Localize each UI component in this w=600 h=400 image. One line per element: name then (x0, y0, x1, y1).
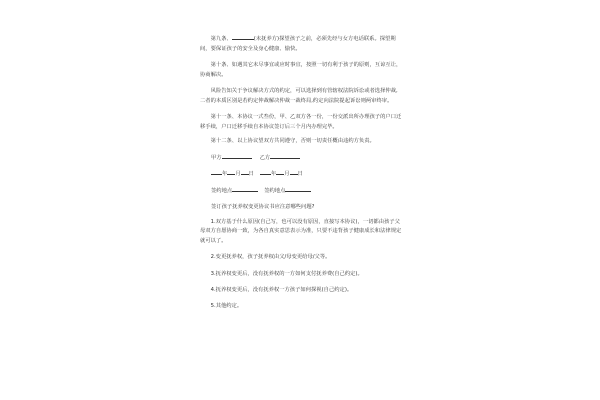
item-1: 1.双方基于什么原因(自己写，也可以没有原因，直接写本协议)，一切都由孩子父母双方自愿协商一致，为各自真实意思表示为准，只要不违背孩子健康成长和法律规定就可以了。 (200, 218, 402, 244)
location-b-label: 签约地点 (264, 187, 286, 194)
risk-notice: 风险告知关于争议解决方式的约定，可以选择到有管辖权法院诉讼或者选择仲裁,二者的本质区别是若约定仲裁解决仲裁一裁终局,约定向法院提起诉讼则两审终审。 (200, 87, 398, 104)
location-b-blank (285, 191, 311, 192)
signature-parties-row (200, 154, 402, 164)
document-body (200, 35, 402, 312)
clause-12: 第十二条、以上协议望双方共同遵守，否则一切责任概由违约方负责。 (210, 138, 375, 145)
item-4: 4.抚养权变更后，没有抚养权一方孩子如何探视(自己约定)。 (210, 287, 353, 294)
year-a-blank (211, 174, 222, 175)
location-a-label: 签约地点 (211, 187, 233, 194)
month-b-label: 月 (284, 171, 290, 178)
signature-location-row (200, 187, 402, 197)
item-5: 5.其他约定。 (210, 303, 243, 310)
clause-11: 第十一条、本协议一式叁份，甲、乙双方各一份，一份交派出所办理孩子的户口迁移手续，户口迁移手续自本协议签订后三个月内办理完毕。 (200, 113, 402, 130)
day-b-label: 日 (297, 171, 303, 178)
item-2: 2.变更抚养权，孩子抚养权由父/母变更给母/父等。 (210, 254, 331, 261)
location-a-blank (232, 191, 258, 192)
year-a-label: 年 (222, 171, 228, 178)
question-heading: 签订孩子抚养权变更协议书应注意哪些问题? (211, 203, 315, 210)
blank-line (232, 39, 254, 40)
party-b-label: 乙方 (259, 154, 271, 161)
month-a-label: 月 (235, 171, 241, 178)
party-a-blank (222, 158, 252, 159)
item-3: 3.抚养权变更后，没有抚养权的一方如何支付抚养费(自己约定)。 (210, 270, 363, 277)
year-b-label: 年 (270, 171, 277, 178)
clause-9-prefix: 第九条、 (210, 36, 232, 42)
party-a-label: 甲方 (211, 154, 222, 161)
clause-9 (200, 35, 402, 54)
party-b-blank (270, 158, 300, 159)
day-a-blank (241, 174, 249, 175)
year-b-blank (260, 174, 271, 175)
signature-date-row (200, 170, 402, 180)
day-b-blank (290, 174, 298, 175)
clause-10: 第十条、如遇其它未尽事宜或应时事宜，按照一切有利于孩子的原则，互谅互让，协商解决。 (200, 61, 402, 78)
clause-9-text: (未抚养方)探望孩子之前，必须先经与女方电话联系。探望期间，要保证孩子的安全及身心健康、愉快。 (200, 36, 396, 52)
day-a-label: 日 (248, 171, 254, 178)
